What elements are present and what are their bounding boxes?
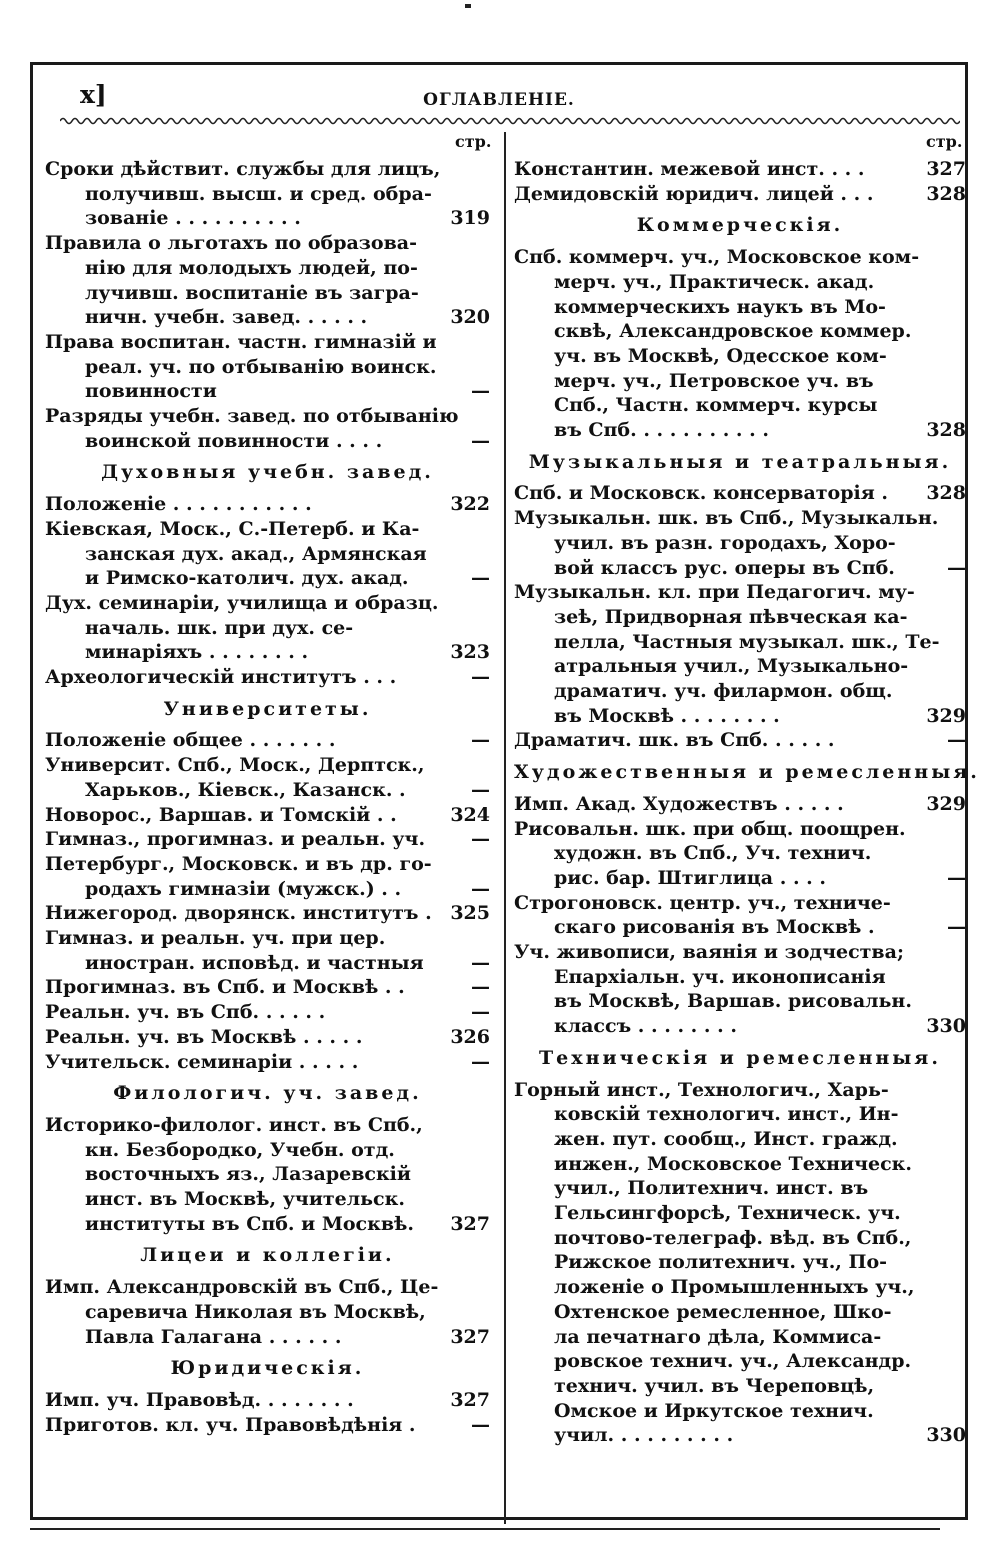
toc-entry-text: получивш. высш. и сред. обра- [85,182,432,205]
toc-entry-line [45,1025,490,1049]
section-heading-text: Филологич. уч. завед. [113,1082,422,1105]
toc-page-number: 326 [450,1025,490,1048]
toc-entry-line [514,270,966,294]
toc-entry-text: воинской повинности . . . . [85,429,383,452]
toc-entry-line [514,344,966,368]
toc-entry-line [45,1138,490,1162]
toc-page-number: — [471,729,490,752]
toc-entry-line [514,531,966,555]
toc-entry-line [45,1187,490,1211]
toc-page-number: — [471,828,490,851]
column-divider [504,132,506,1524]
toc-entry-text: Харьков., Кіевск., Казанск. . [85,778,406,801]
toc-entry-text: Спб. и Московск. консерваторія . [514,482,888,505]
toc-page-number: 329 [926,704,966,727]
toc-entry-text: Охтенское ремесленное, Шко- [554,1300,892,1323]
page-column-label: стр. [455,132,492,151]
toc-page-number: — [471,1413,490,1436]
toc-entry-text: зованіе . . . . . . . . . . [85,207,301,230]
section-heading-text: Художественныя и ремесленныя. [514,761,980,784]
toc-page-number: 329 [926,792,966,815]
section-heading [45,1356,490,1380]
toc-entry-text: Спб. коммерч. уч., Московское ком- [514,246,920,269]
toc-entry-text: Историко-филолог. инст. въ Спб., [45,1113,423,1136]
toc-entry-text: жен. пут. сообщ., Инст. гражд. [554,1127,898,1150]
toc-entry-line [45,182,490,206]
toc-entry-text: Правила о льготахъ по образова- [45,232,417,255]
toc-entry-text: Реальн. уч. въ Москвѣ . . . . . [45,1025,363,1048]
toc-entry-line [514,989,966,1013]
toc-entry-text: Строгоновск. центр. уч., техниче- [514,891,891,914]
section-heading-text: Коммерческія. [636,214,844,237]
toc-page-number: 327 [926,158,966,180]
toc-entry-line [45,778,490,802]
toc-entry-line [45,803,490,827]
toc-entry-text: Петербург., Московск. и въ др. го- [45,852,432,875]
toc-entry-text: Имп. уч. Правовѣд. . . . . . . . [45,1388,354,1411]
toc-entry-text: инжен., Московское Техническ. [554,1152,913,1175]
toc-page-number: — [947,916,966,939]
toc-page-number: — [471,877,490,900]
toc-entry-line [514,556,966,580]
toc-page-number: 328 [926,182,966,205]
toc-entry-line [514,1300,966,1324]
toc-entry-line [514,1325,966,1349]
toc-entry-text: Новорос., Варшав. и Томскій . . [45,803,397,826]
toc-entry-line [45,1325,490,1349]
toc-entry-line [514,841,966,865]
toc-page-number: — [471,429,490,452]
toc-page-number: 328 [926,419,966,441]
toc-entry-line [514,679,966,703]
toc-entry-line [514,1423,966,1447]
page-number: x] [80,80,107,109]
toc-entry-line [45,206,490,230]
toc-entry-line [45,616,490,640]
toc-entry-text: Рижское политехнич. уч., По- [554,1251,888,1274]
toc-entry-text: инст. въ Москвѣ, учительск. [85,1188,405,1210]
toc-entry-text: Горный инст., Технологич., Харь- [514,1078,889,1101]
toc-entry-text: реал. уч. по отбыванію воинск. [85,355,437,378]
toc-entry-line [514,1250,966,1274]
toc-entry-text: ковскій технологич. инст., Ин- [554,1103,899,1126]
toc-entry-line [514,704,966,728]
toc-entry-text: Реальн. уч. въ Спб. . . . . . [45,1001,326,1024]
toc-entry-text: Археологическій институтъ . . . [45,666,397,688]
toc-entry-line [45,429,490,453]
toc-page-number: — [471,1001,490,1024]
toc-entry-line [45,379,490,403]
toc-entry-text: Рисовальн. шк. при общ. поощрен. [514,817,906,840]
toc-entry-line [514,369,966,393]
toc-page-number: 327 [450,1388,490,1411]
toc-entry-line [514,157,966,181]
toc-entry-line [514,182,966,206]
toc-entry-line [514,605,966,629]
toc-entry-text: почтово-телеграф. вѣд. въ Спб., [554,1226,912,1249]
toc-entry-text: Константин. межевой инст. . . . [514,158,865,180]
section-heading-text: Университеты. [163,697,372,720]
page-column-label: стр. [926,132,963,151]
toc-page-number: 324 [450,803,490,826]
toc-entry-line [45,542,490,566]
toc-entry-line [45,975,490,999]
toc-page-number: 328 [926,482,966,505]
toc-entry-line [45,1212,490,1236]
toc-entry-line [45,1000,490,1024]
toc-entry-text: Нижегород. дворянск. институтъ . [45,902,432,925]
toc-entry-text: иностран. исповѣд. и частныя [85,951,424,974]
toc-entry-text: Епархіальн. уч. иконописанія [554,965,886,988]
toc-entry-line [514,866,966,890]
toc-entry-text: и Римско-католич. дух. акад. [85,567,409,590]
toc-entry-line [514,817,966,841]
toc-entry-text: Положеніе общее . . . . . . . [45,729,336,752]
toc-entry-text: Сроки дѣйствит. службы для лицъ, [45,158,441,180]
toc-entry-text: Положеніе . . . . . . . . . . . [45,493,312,516]
toc-entry-text: сквѣ, Александровское коммер. [554,320,912,343]
toc-entry-text: рис. бар. Штиглица . . . . [554,866,827,889]
section-heading-text: Духовныя учебн. завед. [101,461,434,484]
toc-entry-text: Разряды учебн. завед. по отбыванію [45,405,459,427]
toc-entry-text: Спб., Частн. коммерч. курсы [554,394,878,417]
toc-entry-text: лучивш. воспитаніе въ загра- [85,281,419,304]
toc-entry-text: родахъ гимназіи (мужск.) . . [85,877,402,900]
toc-entry-text: Гельсингфорсѣ, Техническ. уч. [554,1202,901,1224]
toc-entry-line [45,1275,490,1299]
toc-entry-line [45,852,490,876]
toc-entry-line [45,517,490,541]
toc-entry-text: учил., Политехнич. инст. въ [554,1177,869,1200]
section-heading-text: Юридическія. [170,1357,365,1380]
toc-entry-line [45,492,490,516]
toc-page-number: — [471,951,490,974]
section-heading [45,697,490,721]
toc-entry-text: мерч. уч., Практическ. акад. [554,270,875,293]
toc-page-number: — [471,666,490,688]
toc-entry-text: Права воспитан. частн. гимназій и [45,330,437,353]
toc-entry-line [514,319,966,343]
toc-entry-text: пелла, Частныя музыкал. шк., Те- [554,630,940,653]
toc-entry-line [514,295,966,319]
toc-entry-text: въ Москвѣ . . . . . . . . [554,704,780,727]
section-heading [45,1243,490,1267]
toc-entry-line [45,231,490,255]
toc-entry-line [514,506,966,530]
toc-entry-text: Гимназ. и реальн. уч. при цер. [45,927,386,949]
toc-entry-text: саревича Николая въ Москвѣ, [85,1300,426,1323]
page-header [30,80,968,114]
wavy-rule [60,114,960,128]
toc-entry-text: Уч. живописи, ваянія и зодчества; [514,941,904,963]
toc-entry-line [45,728,490,752]
toc-entry-line [514,393,966,417]
toc-entry-line [514,940,966,964]
toc-entry-text: зеѣ, Придворная пѣвческая ка- [554,605,908,628]
toc-entry-line [514,1201,966,1225]
toc-entry-text: Дух. семинаріи, училища и образц. [45,591,439,614]
toc-entry-line [45,305,490,329]
toc-page-number: 323 [450,641,490,664]
toc-entry-line [45,591,490,615]
section-heading-text: Лицеи и коллегіи. [140,1244,395,1267]
toc-entry-line [45,665,490,689]
toc-entry-line [514,1014,966,1038]
toc-entry-text: повинности [85,380,217,403]
toc-entry-text: коммерческихъ наукъ въ Мо- [554,295,886,318]
toc-entry-line [45,640,490,664]
toc-entry-line [514,1226,966,1250]
toc-entry-line [514,1127,966,1151]
toc-entry-line [514,1349,966,1373]
section-heading [514,450,966,474]
toc-page-number: — [947,729,966,752]
toc-page-number: 320 [450,306,490,329]
toc-entry-text: художн. въ Спб., Уч. технич. [554,842,872,865]
toc-entry-text: занская дух. акад., Армянская [85,542,427,565]
toc-entry-line [514,891,966,915]
toc-entry-text: минаріяхъ . . . . . . . . [85,641,309,664]
section-heading [514,1046,966,1070]
toc-entry-line [45,1413,490,1437]
toc-entry-text: ложеніе о Промышленныхъ уч., [554,1276,915,1299]
toc-entry-text: учил. . . . . . . . . . [554,1424,734,1447]
section-heading [45,1081,490,1105]
toc-entry-text: Кіевская, Моск., С.-Петерб. и Ка- [45,517,420,540]
section-heading-text: Техническія и ремесленныя. [539,1046,941,1069]
toc-entry-text: ла печатнаго дѣла, Коммиса- [554,1325,882,1348]
print-mark [465,4,471,8]
toc-entry-line [514,1399,966,1423]
toc-entry-text: кн. Безбородко, Учебн. отд. [85,1138,395,1161]
toc-entry-line [514,965,966,989]
toc-entry-line [514,1078,966,1102]
toc-entry-line [514,728,966,752]
toc-entry-text: вой классъ рус. оперы въ Спб. [554,556,895,579]
toc-entry-line [45,926,490,950]
toc-entry-line [45,256,490,280]
toc-page-number: 327 [450,1212,490,1235]
toc-entry-text: въ Спб. . . . . . . . . . . [554,419,770,441]
toc-entry-line [514,1152,966,1176]
toc-entry-line [45,404,490,428]
toc-page-number: — [947,866,966,889]
toc-entry-line [514,418,966,442]
toc-entry-line [514,245,966,269]
toc-page-number: — [471,976,490,999]
toc-entry-line [45,901,490,925]
toc-entry-line [514,792,966,816]
toc-entry-line [45,1162,490,1186]
section-heading [45,460,490,484]
toc-entry-text: уч. въ Москвѣ, Одесское ком- [554,344,887,367]
toc-page-number: — [471,380,490,403]
section-heading [514,760,980,784]
toc-entry-text: скаго рисованія въ Москвѣ . [554,916,875,939]
toc-page-number: 330 [926,1424,966,1447]
toc-page-number: 330 [926,1015,966,1038]
toc-entry-text: Имп. Акад. Художествъ . . . . . [514,792,844,815]
toc-entry-text: ровское технич. уч., Александр. [554,1350,912,1373]
toc-entry-text: классъ . . . . . . . . [554,1015,737,1038]
toc-entry-text: Музыкальн. шк. въ Спб., Музыкальн. [514,507,939,530]
toc-page-number: — [471,778,490,801]
page-title: ОГЛАВЛЕНІЕ. [423,90,575,110]
toc-entry-line [45,951,490,975]
toc-page-number: — [471,567,490,590]
toc-entry-text: Имп. Александровскій въ Спб., Це- [45,1276,439,1299]
toc-entry-text: Павла Галагана . . . . . . [85,1325,342,1348]
toc-entry-line [45,1113,490,1137]
toc-page-number: — [947,556,966,579]
toc-entry-text: Учительск. семинаріи . . . . . [45,1050,359,1073]
toc-entry-line [514,1176,966,1200]
toc-entry-line [45,157,490,181]
toc-entry-text: въ Москвѣ, Варшав. рисовальн. [554,990,912,1013]
toc-entry-line [514,1374,966,1398]
toc-entry-line [514,1102,966,1126]
toc-entry-text: Демидовскій юридич. лицей . . . [514,182,874,205]
toc-entry-line [45,753,490,777]
toc-page-number: 327 [450,1325,490,1348]
toc-entry-text: началь. шк. при дух. се- [85,616,354,639]
section-heading [514,213,966,237]
toc-entry-text: Омское и Иркутское технич. [554,1399,874,1422]
toc-entry-line [514,630,966,654]
toc-entry-text: атральныя учил., Музыкально- [554,655,909,678]
toc-entry-line [45,281,490,305]
toc-entry-line [514,481,966,505]
toc-entry-text: Гимназ., прогимназ. и реальн. уч. [45,828,426,851]
toc-entry-line [514,1275,966,1299]
toc-entry-line [45,1050,490,1074]
bottom-rule [30,1528,940,1530]
toc-entry-line [514,580,966,604]
toc-entry-text: технич. учил. въ Череповцѣ, [554,1374,875,1397]
toc-page-number: 322 [450,493,490,516]
toc-entry-text: нію для молодыхъ людей, по- [85,256,418,279]
toc-entry-line [45,1388,490,1412]
toc-page-number: 319 [450,207,490,230]
toc-entry-line [45,330,490,354]
toc-entry-line [45,566,490,590]
toc-entry-line [45,1300,490,1324]
toc-entry-line [514,654,966,678]
toc-entry-text: институты въ Спб. и Москвѣ. [85,1212,415,1235]
toc-entry-text: Драматич. шк. въ Спб. . . . . . [514,729,835,752]
toc-entry-text: учил. въ разн. городахъ, Хоро- [554,531,896,554]
toc-entry-line [45,827,490,851]
toc-page-number: 325 [450,902,490,925]
toc-entry-text: Университ. Спб., Моск., Дерптск., [45,754,425,777]
toc-entry-text: Музыкальн. кл. при Педагогич. му- [514,581,915,604]
toc-entry-text: Приготов. кл. уч. Правовѣдѣнія . [45,1413,416,1436]
toc-entry-text: мерч. уч., Петровское уч. въ [554,369,874,392]
toc-entry-text: Прогимназ. въ Спб. и Москвѣ . . [45,976,405,999]
toc-entry-text: ничн. учебн. завед. . . . . . [85,306,368,329]
toc-page-number: — [471,1050,490,1073]
toc-entry-line [45,355,490,379]
toc-entry-text: драматич. уч. филармон. общ. [554,680,893,702]
section-heading-text: Музыкальныя и театральныя. [528,450,952,473]
toc-entry-line [514,915,966,939]
toc-entry-text: восточныхъ яз., Лазаревскій [85,1163,411,1186]
toc-entry-line [45,877,490,901]
